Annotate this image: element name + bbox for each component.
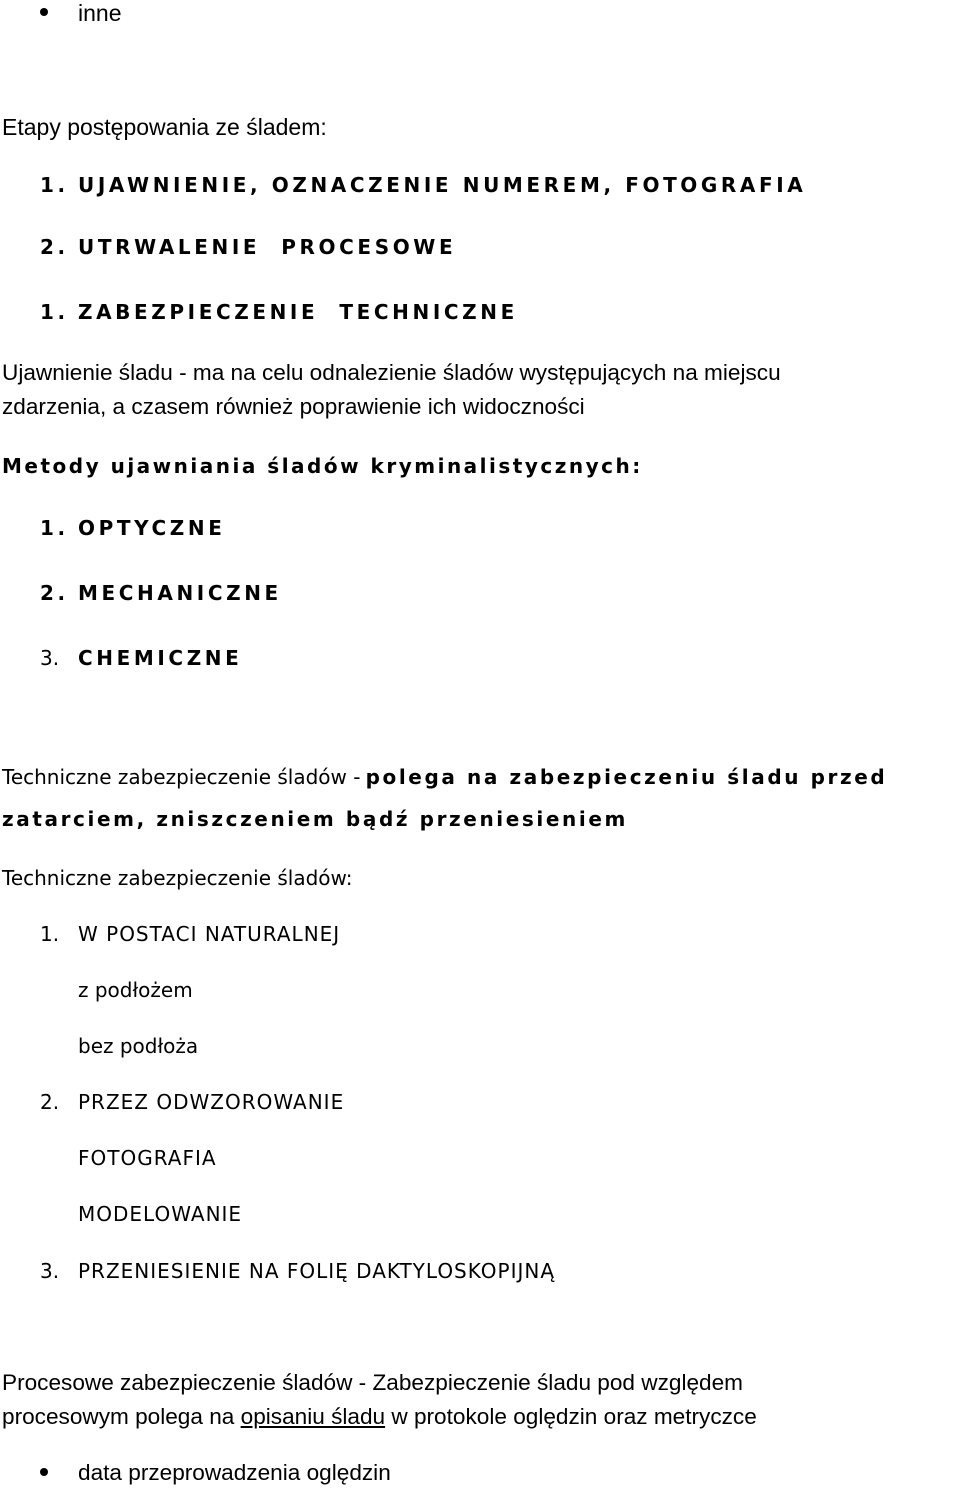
- stage-number: 1.: [40, 300, 69, 324]
- procedural-text: procesowym polega na: [2, 1404, 241, 1429]
- tech-subitem: bez podłoża: [78, 1034, 199, 1058]
- method-item: MECHANICZNE: [78, 581, 282, 605]
- tech-heading: Techniczne zabezpieczenie śladów:: [2, 866, 353, 890]
- tech-definition-line: [2, 767, 887, 787]
- procedural-definition-line: [2, 1406, 757, 1429]
- list-item-inne: inne: [78, 0, 122, 26]
- stage-number: 1.: [40, 173, 69, 197]
- procedural-definition-line: Procesowe zabezpieczenie śladów - Zabezpieczenie śladu pod względem: [2, 1370, 743, 1395]
- tech-item: W POSTACI NATURALNEJ: [78, 922, 341, 946]
- bullet-icon: [40, 1468, 48, 1476]
- method-item: CHEMICZNE: [78, 646, 243, 670]
- stage-item: UJAWNIENIE, OZNACZENIE NUMEREM, FOTOGRAFIA: [78, 173, 807, 197]
- procedural-text: w protokole oględzin oraz metryczce: [385, 1404, 757, 1429]
- stages-heading: Etapy postępowania ze śladem:: [2, 114, 327, 140]
- tech-item: PRZENIESIENIE NA FOLIĘ DAKTYLOSKOPIJNĄ: [78, 1259, 556, 1283]
- tech-item: PRZEZ ODWZOROWANIE: [78, 1090, 345, 1114]
- method-item: OPTYCZNE: [78, 516, 226, 540]
- stage-item: UTRWALENIE PROCESOWE: [78, 235, 457, 259]
- method-number: 2.: [40, 581, 69, 605]
- reveal-definition-line: zdarzenia, a czasem również poprawienie ich widoczności: [2, 394, 585, 419]
- tech-subitem: FOTOGRAFIA: [78, 1146, 217, 1170]
- methods-heading: Metody ujawniania śladów kryminalistycznych:: [2, 454, 643, 478]
- tech-definition-bold: zatarciem, zniszczeniem bądź przeniesieniem: [2, 807, 628, 831]
- method-number: 1.: [40, 516, 69, 540]
- tech-definition-bold: polega na zabezpieczeniu śladu przed: [365, 765, 888, 789]
- tech-subitem: MODELOWANIE: [78, 1202, 243, 1226]
- tech-definition-prefix: Techniczne zabezpieczenie śladów -: [2, 765, 361, 789]
- procedural-underlined-term: opisaniu śladu: [240, 1404, 386, 1429]
- tech-item-number: 1.: [40, 922, 60, 946]
- tech-subitem: z podłożem: [78, 978, 193, 1002]
- method-number: 3.: [40, 646, 60, 670]
- stage-number: 2.: [40, 235, 69, 259]
- stage-item: ZABEZPIECZENIE TECHNICZNE: [78, 300, 518, 324]
- tech-item-number: 3.: [40, 1259, 60, 1283]
- list-item-date: data przeprowadzenia oględzin: [78, 1460, 391, 1485]
- bullet-icon: [40, 8, 48, 16]
- reveal-definition-line: Ujawnienie śladu - ma na celu odnalezienie śladów występujących na miejscu: [2, 360, 781, 385]
- tech-item-number: 2.: [40, 1090, 60, 1114]
